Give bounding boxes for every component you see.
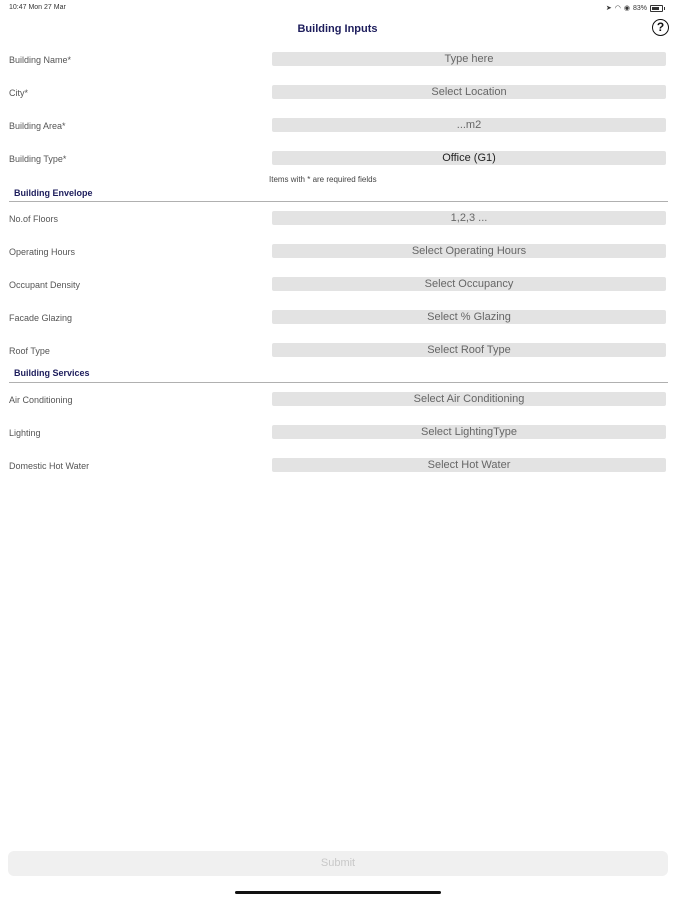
hot-water-select[interactable]: Select Hot Water (272, 458, 666, 472)
facade-glazing-row (0, 310, 675, 326)
operating-hours-row (0, 244, 675, 260)
status-time-date: 10:47 Mon 27 Mar (9, 4, 66, 11)
building-envelope-title: Building Envelope (14, 188, 93, 198)
roof-type-row (0, 343, 675, 359)
occupant-density-select[interactable]: Select Occupancy (272, 277, 666, 291)
floors-row (0, 211, 675, 227)
air-conditioning-label: Air Conditioning (9, 395, 73, 405)
occupant-density-row (0, 277, 675, 293)
operating-hours-select[interactable]: Select Operating Hours (272, 244, 666, 258)
battery-percent: 83% (632, 4, 647, 12)
floors-label: No.of Floors (9, 214, 59, 224)
submit-button[interactable]: Submit (8, 851, 668, 876)
roof-type-label: Roof Type (9, 346, 50, 356)
page-title: Building Inputs (297, 23, 378, 35)
roof-type-select[interactable]: Select Roof Type (272, 343, 666, 357)
air-conditioning-select[interactable]: Select Air Conditioning (272, 392, 666, 406)
battery-tip (664, 7, 665, 10)
floors-field[interactable]: 1,2,3 ... (272, 211, 666, 225)
required-fields-hint: Items with * are required fields (269, 175, 377, 184)
building-type-row (0, 151, 675, 167)
help-icon[interactable]: ? (652, 19, 669, 36)
building-services-title: Building Services (14, 368, 90, 378)
status-indicators (606, 4, 665, 12)
hot-water-row (0, 458, 675, 474)
status-bar (0, 0, 675, 16)
occupant-density-label: Occupant Density (9, 280, 81, 290)
building-area-row (0, 118, 675, 134)
wifi-icon: ◠ (614, 5, 621, 12)
lighting-select[interactable]: Select LightingType (272, 425, 666, 439)
city-row (0, 85, 675, 101)
location-icon: ➤ (605, 5, 612, 12)
city-label: City* (9, 88, 29, 98)
building-name-row (0, 52, 675, 68)
facade-glazing-select[interactable]: Select % Glazing (272, 310, 666, 324)
building-name-label: Building Name* (9, 55, 72, 65)
operating-hours-label: Operating Hours (9, 247, 76, 257)
building-type-label: Building Type* (9, 154, 67, 164)
building-area-field[interactable]: ...m2 (272, 118, 666, 132)
lighting-row (0, 425, 675, 441)
section-divider (9, 201, 668, 202)
building-area-label: Building Area* (9, 121, 66, 131)
hot-water-label: Domestic Hot Water (9, 461, 90, 471)
lighting-label: Lighting (9, 428, 41, 438)
air-conditioning-row (0, 392, 675, 408)
city-select[interactable]: Select Location (272, 85, 666, 99)
alarm-icon: ◉ (623, 5, 630, 12)
home-indicator[interactable] (235, 891, 441, 894)
battery-icon (650, 5, 663, 12)
building-name-field[interactable]: Type here (272, 52, 666, 66)
section-divider (9, 382, 668, 383)
facade-glazing-label: Facade Glazing (9, 313, 73, 323)
building-type-select[interactable]: Office (G1) (272, 151, 666, 165)
